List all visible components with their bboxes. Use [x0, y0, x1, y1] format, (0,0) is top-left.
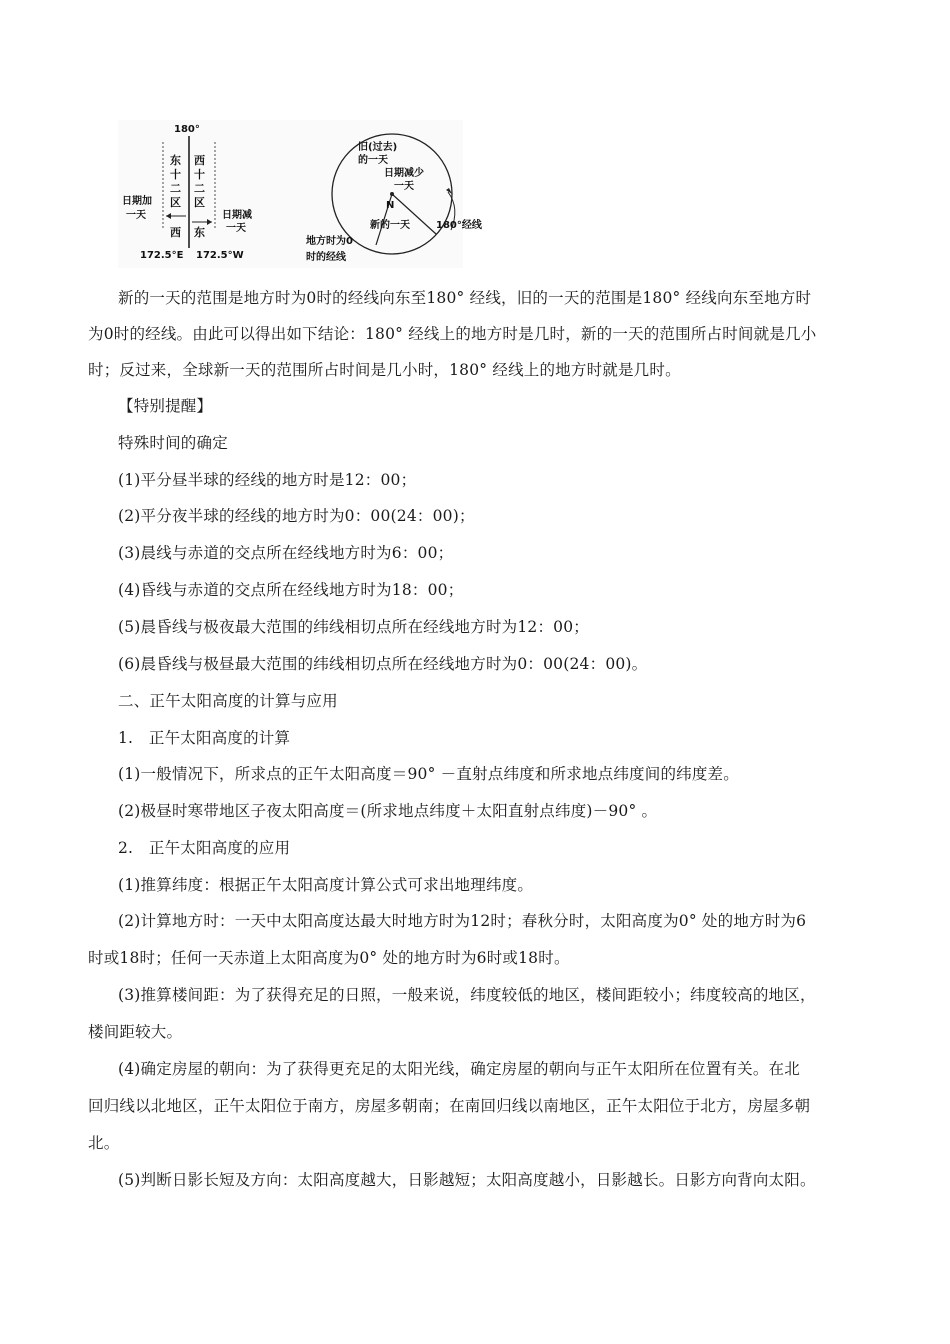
date-minus-label-2: 一天	[394, 181, 414, 192]
section-2-heading: 二、正午太阳高度的计算与应用	[118, 692, 338, 710]
west-zone-char-4: 区	[194, 196, 205, 209]
calc-item-1: (1)一般情况下，所求点的正午太阳高度＝90° －直射点纬度和所求地点纬度间的纬度差。	[118, 765, 739, 783]
old-day-label-1: 旧(过去)	[358, 142, 398, 153]
application-2-line-2: 时或18时；任何一天赤道上太阳高度为0° 处的地方时为6时或18时。	[88, 949, 570, 967]
paragraph-1-line-3: 时；反过来，全球新一天的范围所占时间是几小时，180° 经线上的地方时就是几时。	[88, 361, 681, 379]
zero-hour-label-2: 时的经线	[306, 252, 346, 263]
west-zone-char-1: 西	[194, 154, 205, 167]
subsection-1-heading: 1. 正午太阳高度的计算	[118, 729, 291, 747]
special-item-5: (5)晨昏线与极夜最大范围的纬线相切点所在经线地方时为12：00；	[118, 618, 590, 636]
date-line-diagram	[118, 120, 482, 268]
date-line-figure	[118, 120, 482, 268]
application-3-line-2: 楼间距较大。	[88, 1023, 183, 1041]
zero-hour-label-1: 地方时为0	[306, 236, 353, 247]
calc-item-2: (2)极昼时寒带地区子夜太阳高度＝(所求地点纬度＋太阳直射点纬度)－90° 。	[118, 802, 658, 820]
special-item-6: (6)晨昏线与极昼最大范围的纬线相切点所在经线地方时为0：00(24：00)。	[118, 655, 648, 673]
application-1: (1)推算纬度：根据正午太阳高度计算公式可求出地理纬度。	[118, 876, 534, 894]
date-sub-label-1: 日期减	[222, 210, 252, 221]
lon-172-5-w-label: 172.5°W	[196, 250, 244, 261]
reminder-heading: 【特别提醒】	[118, 397, 213, 415]
east-direction-label: 东	[194, 226, 205, 239]
application-4-line-1: (4)确定房屋的朝向：为了获得更充足的太阳光线，确定房屋的朝向与正午太阳所在位置有关。在北	[118, 1060, 800, 1078]
east-zone-char-4: 区	[170, 196, 181, 209]
west-direction-label: 西	[170, 226, 181, 239]
meridian-180-text: 180°经线	[436, 220, 482, 231]
new-day-label: 新的一天	[370, 220, 410, 231]
subsection-2-heading: 2. 正午太阳高度的应用	[118, 839, 291, 857]
application-4-line-3: 北。	[88, 1134, 120, 1152]
application-2-line-1: (2)计算地方时：一天中太阳高度达最大时地方时为12时；春秋分时，太阳高度为0° 处的地方时为6	[118, 912, 807, 930]
date-add-label-1: 日期加	[122, 196, 152, 207]
paragraph-1-line-1: 新的一天的范围是地方时为0时的经线向东至180° 经线，旧的一天的范围是180° 经线向东至地方时	[118, 289, 812, 307]
north-label: N	[386, 200, 395, 211]
special-item-3: (3)晨线与赤道的交点所在经线地方时为6：00；	[118, 544, 454, 562]
date-sub-label-2: 一天	[226, 223, 246, 234]
special-item-4: (4)昏线与赤道的交点所在经线地方时为18：00；	[118, 581, 464, 599]
east-zone-char-1: 东	[170, 154, 181, 167]
east-zone-char-2: 十	[170, 168, 181, 181]
special-item-2: (2)平分夜半球的经线的地方时为0：00(24：00)；	[118, 507, 475, 525]
date-minus-label-1: 日期减少	[384, 168, 424, 179]
east-zone-char-3: 二	[170, 182, 181, 195]
application-5: (5)判断日影长短及方向：太阳高度越大，日影越短；太阳高度越小，日影越长。日影方向背向太阳。	[118, 1171, 816, 1189]
special-item-1: (1)平分昼半球的经线的地方时是12：00；	[118, 471, 417, 489]
old-day-label-2: 的一天	[358, 155, 388, 166]
date-add-label-2: 一天	[126, 210, 146, 221]
meridian-180-label: 180°	[174, 124, 200, 135]
application-4-line-2: 回归线以北地区，正午太阳位于南方，房屋多朝南；在南回归线以南地区，正午太阳位于北方，房屋多朝	[88, 1097, 811, 1115]
west-zone-char-2: 十	[194, 168, 205, 181]
paragraph-1-line-2: 为0时的经线。由此可以得出如下结论：180° 经线上的地方时是几时，新的一天的范围所占时间就是几小	[88, 325, 817, 343]
west-zone-char-3: 二	[194, 182, 205, 195]
lon-172-5-e-label: 172.5°E	[140, 250, 184, 261]
special-time-heading: 特殊时间的确定	[118, 434, 228, 452]
application-3-line-1: (3)推算楼间距：为了获得充足的日照，一般来说，纬度较低的地区，楼间距较小；纬度较高的地区，	[118, 986, 816, 1004]
